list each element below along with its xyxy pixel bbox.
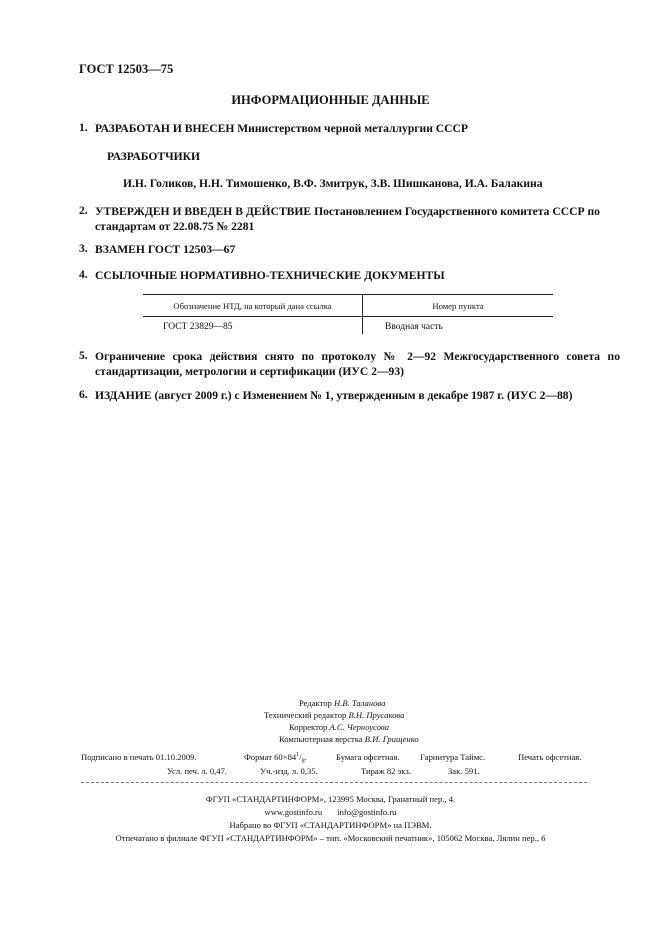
table-header-designation: Обозначение НТД, на который дана ссылка <box>173 301 332 311</box>
table-header-clause: Номер пункта <box>432 301 484 311</box>
info-item-2 <box>79 204 619 236</box>
item-number: 5. <box>79 349 88 362</box>
section-heading: ИНФОРМАЦИОННЫЕ ДАННЫЕ <box>231 93 430 107</box>
imprint-run: Тираж 82 экз. <box>361 766 411 776</box>
table-cell-clause: Вводная часть <box>385 322 443 332</box>
info-item-1 <box>79 121 599 137</box>
layout-line: Компьютерная верстка В.И. Грищенко <box>279 734 419 744</box>
table-cell-designation: ГОСТ 23829—85 <box>163 322 233 332</box>
item-number: 1. <box>79 121 88 134</box>
editor-line: Редактор Н.В. Таланова <box>299 698 386 708</box>
tech-editor-line: Технический редактор В.Н. Прусакова <box>264 710 405 720</box>
publisher-email: info@gostinfo.ru <box>337 807 397 817</box>
item-text: РАЗРАБОТАН И ВНЕСЕН Министерством черной металлургии СССР <box>95 122 468 135</box>
imprint-sheets: Усл. печ. л. 0,47. <box>167 766 228 776</box>
divider <box>81 782 587 783</box>
publisher-contacts <box>0 807 661 817</box>
imprint-order: Зак. 591. <box>448 766 480 776</box>
imprint-signed: Подписано в печать 01.10.2009. <box>81 752 197 762</box>
printed-note: Отпечатано в филиале ФГУП «СТАНДАРТИНФОРМ» – тип. «Московский печатник», 105062 Москва, Лялин пер., 6 <box>115 833 546 843</box>
imprint-typeface: Гарнитура Таймс. <box>420 752 486 762</box>
proofreader-line: Корректор А.С. Черноусова <box>289 722 389 732</box>
publisher-address: ФГУП «СТАНДАРТИНФОРМ», 123995 Москва, Гранатный пер., 4. <box>205 794 456 804</box>
item-number: 3. <box>79 242 88 255</box>
imprint-format: Формат $60\times 84^1/_8$. <box>244 752 307 765</box>
developers-label: РАЗРАБОТЧИКИ <box>107 150 201 163</box>
item-number: 6. <box>79 388 88 401</box>
info-item-4 <box>79 268 599 284</box>
publisher-website: www.gostinfo.ru <box>264 807 323 817</box>
item-text: ИЗДАНИЕ (август 2009 г.) с Изменением № 1, утвержденным в декабре 1987 г. (ИУС 2—88) <box>95 389 573 402</box>
info-item-5 <box>79 349 619 381</box>
item-text: ССЫЛОЧНЫЕ НОРМАТИВНО-ТЕХНИЧЕСКИЕ ДОКУМЕНТЫ <box>95 269 445 282</box>
item-number: 2. <box>79 204 88 217</box>
imprint-edit-sheets: Уч.-изд. л. 0,35. <box>260 766 318 776</box>
document-code: ГОСТ 12503—75 <box>79 62 174 76</box>
info-item-6 <box>79 388 619 404</box>
imprint-print: Печать офсетная. <box>518 752 582 762</box>
item-text: Ограничение срока действия снято по протоколу № 2—92 Межгосударственного совета по стандартизации, метрологии и сертификации (ИУС 2—93) <box>95 350 620 378</box>
item-text: ВЗАМЕН ГОСТ 12503—67 <box>95 243 236 256</box>
item-text: УТВЕРЖДЕН И ВВЕДЕН В ДЕЙСТВИЕ Постановлением Государственного комитета СССР по стандартам от 22.08.75 № 2281 <box>95 205 600 233</box>
typeset-note: Набрано во ФГУП «СТАНДАРТИНФОРМ» на ПЭВМ. <box>229 820 432 830</box>
developers-list: И.Н. Голиков, Н.Н. Тимошенко, В.Ф. Змитрук, З.В. Шишканова, И.А. Балакина <box>123 177 543 190</box>
info-item-3 <box>79 242 599 258</box>
imprint-paper: Бумага офсетная. <box>336 752 400 762</box>
item-number: 4. <box>79 268 88 281</box>
